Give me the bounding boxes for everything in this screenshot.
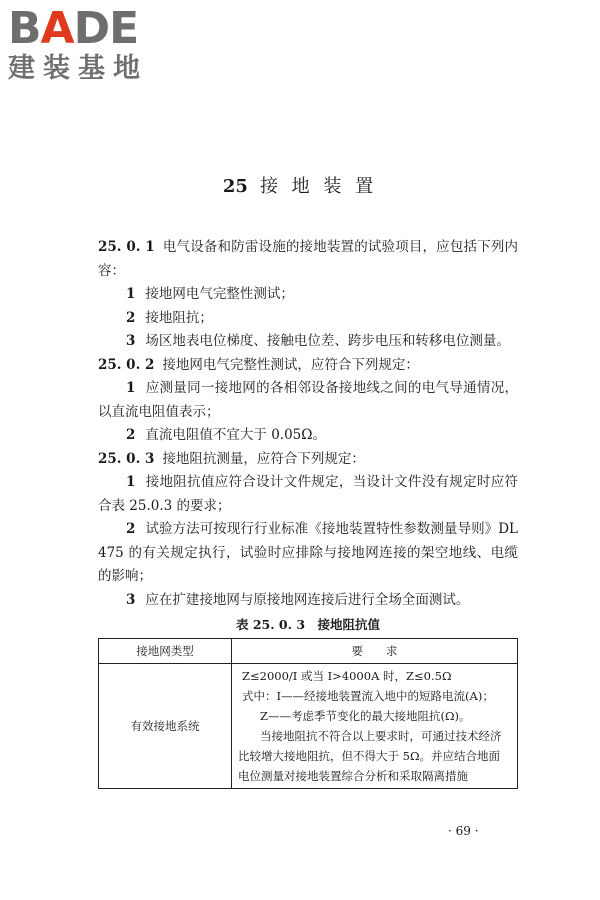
clause-number: 25. 0. 3 xyxy=(98,450,155,467)
page-number: · 69 · xyxy=(448,824,479,838)
logo-letters-de: DE xyxy=(73,3,139,54)
list-item: 1 应测量同一接地网的各相邻设备接地线之间的电气导通情况，以直流电阻值表示； xyxy=(98,380,518,420)
list-item: 1 接地阻抗值应符合设计文件规定，当设计文件没有规定时应符合表 25.0.3 的要求； xyxy=(98,474,518,514)
table-header-requirements: 要 求 xyxy=(232,639,518,664)
list-item: 2 接地阻抗； xyxy=(126,309,213,326)
requirement-line: 当接地阻抗不符合以上要求时，可通过技术经济比较增大接地阻抗，但不得大于 5Ω。并应结合地面电位测量对接地装置综合分析和采取隔离措施 xyxy=(238,729,502,783)
chapter-title xyxy=(0,172,600,198)
clause-text: 接地阻抗测量，应符合下列规定： xyxy=(162,450,365,467)
table-cell-requirements xyxy=(232,664,518,789)
chapter-name: 接 地 装 置 xyxy=(259,176,378,197)
requirement-line: Z——考虑季节变化的最大接地阻抗(Ω)。 xyxy=(260,709,471,723)
list-item: 3 场区地表电位梯度、接触电位差、跨步电压和转移电位测量。 xyxy=(126,333,510,349)
clause-text: 电气设备和防雷设施的接地装置的试验项目，应包括下列内容： xyxy=(98,239,519,279)
table-header-row xyxy=(99,639,518,664)
clause-text: 接地网电气完整性测试，应符合下列规定： xyxy=(162,356,419,373)
list-item: 1 接地网电气完整性测试； xyxy=(126,286,294,302)
clause-25-0-2 xyxy=(98,354,518,378)
logo-letter-b: B xyxy=(8,3,41,54)
table-cell-type: 有效接地系统 xyxy=(99,664,232,789)
logo-subtitle: 建装基地 xyxy=(8,53,148,84)
grounding-impedance-table xyxy=(98,638,518,789)
table-header-type: 接地网类型 xyxy=(99,639,232,664)
document-body xyxy=(98,236,518,789)
clause-number: 25. 0. 2 xyxy=(98,356,155,373)
list-item: 3 应在扩建接地网与原接地网连接后进行全场全面测试。 xyxy=(126,591,470,608)
clause-25-0-3 xyxy=(98,448,518,472)
clause-25-0-1 xyxy=(98,236,518,283)
list-item: 2 试验方法可按现行行业标准《接地装置特性参数测量导则》DL 475 的有关规定执行，试验时应排除与接地网连接的架空地线、电缆的影响； xyxy=(98,521,518,584)
brand-logo xyxy=(8,3,178,86)
table-row xyxy=(99,664,518,789)
requirement-line: Z≤2000/I 或当 I>4000A 时，Z≤0.5Ω xyxy=(242,669,452,683)
chapter-number: 25 xyxy=(222,176,248,197)
table-caption: 表 25. 0. 3 接地阻抗值 xyxy=(235,617,381,632)
list-item: 2 直流电阻值不宜大于 0.05Ω。 xyxy=(126,427,326,443)
logo-wordmark xyxy=(8,3,178,54)
logo-letter-a: A xyxy=(40,3,74,54)
clause-number: 25. 0. 1 xyxy=(98,239,155,255)
requirement-line: 式中：I——经接地装置流入地中的短路电流(A)； xyxy=(242,689,494,703)
